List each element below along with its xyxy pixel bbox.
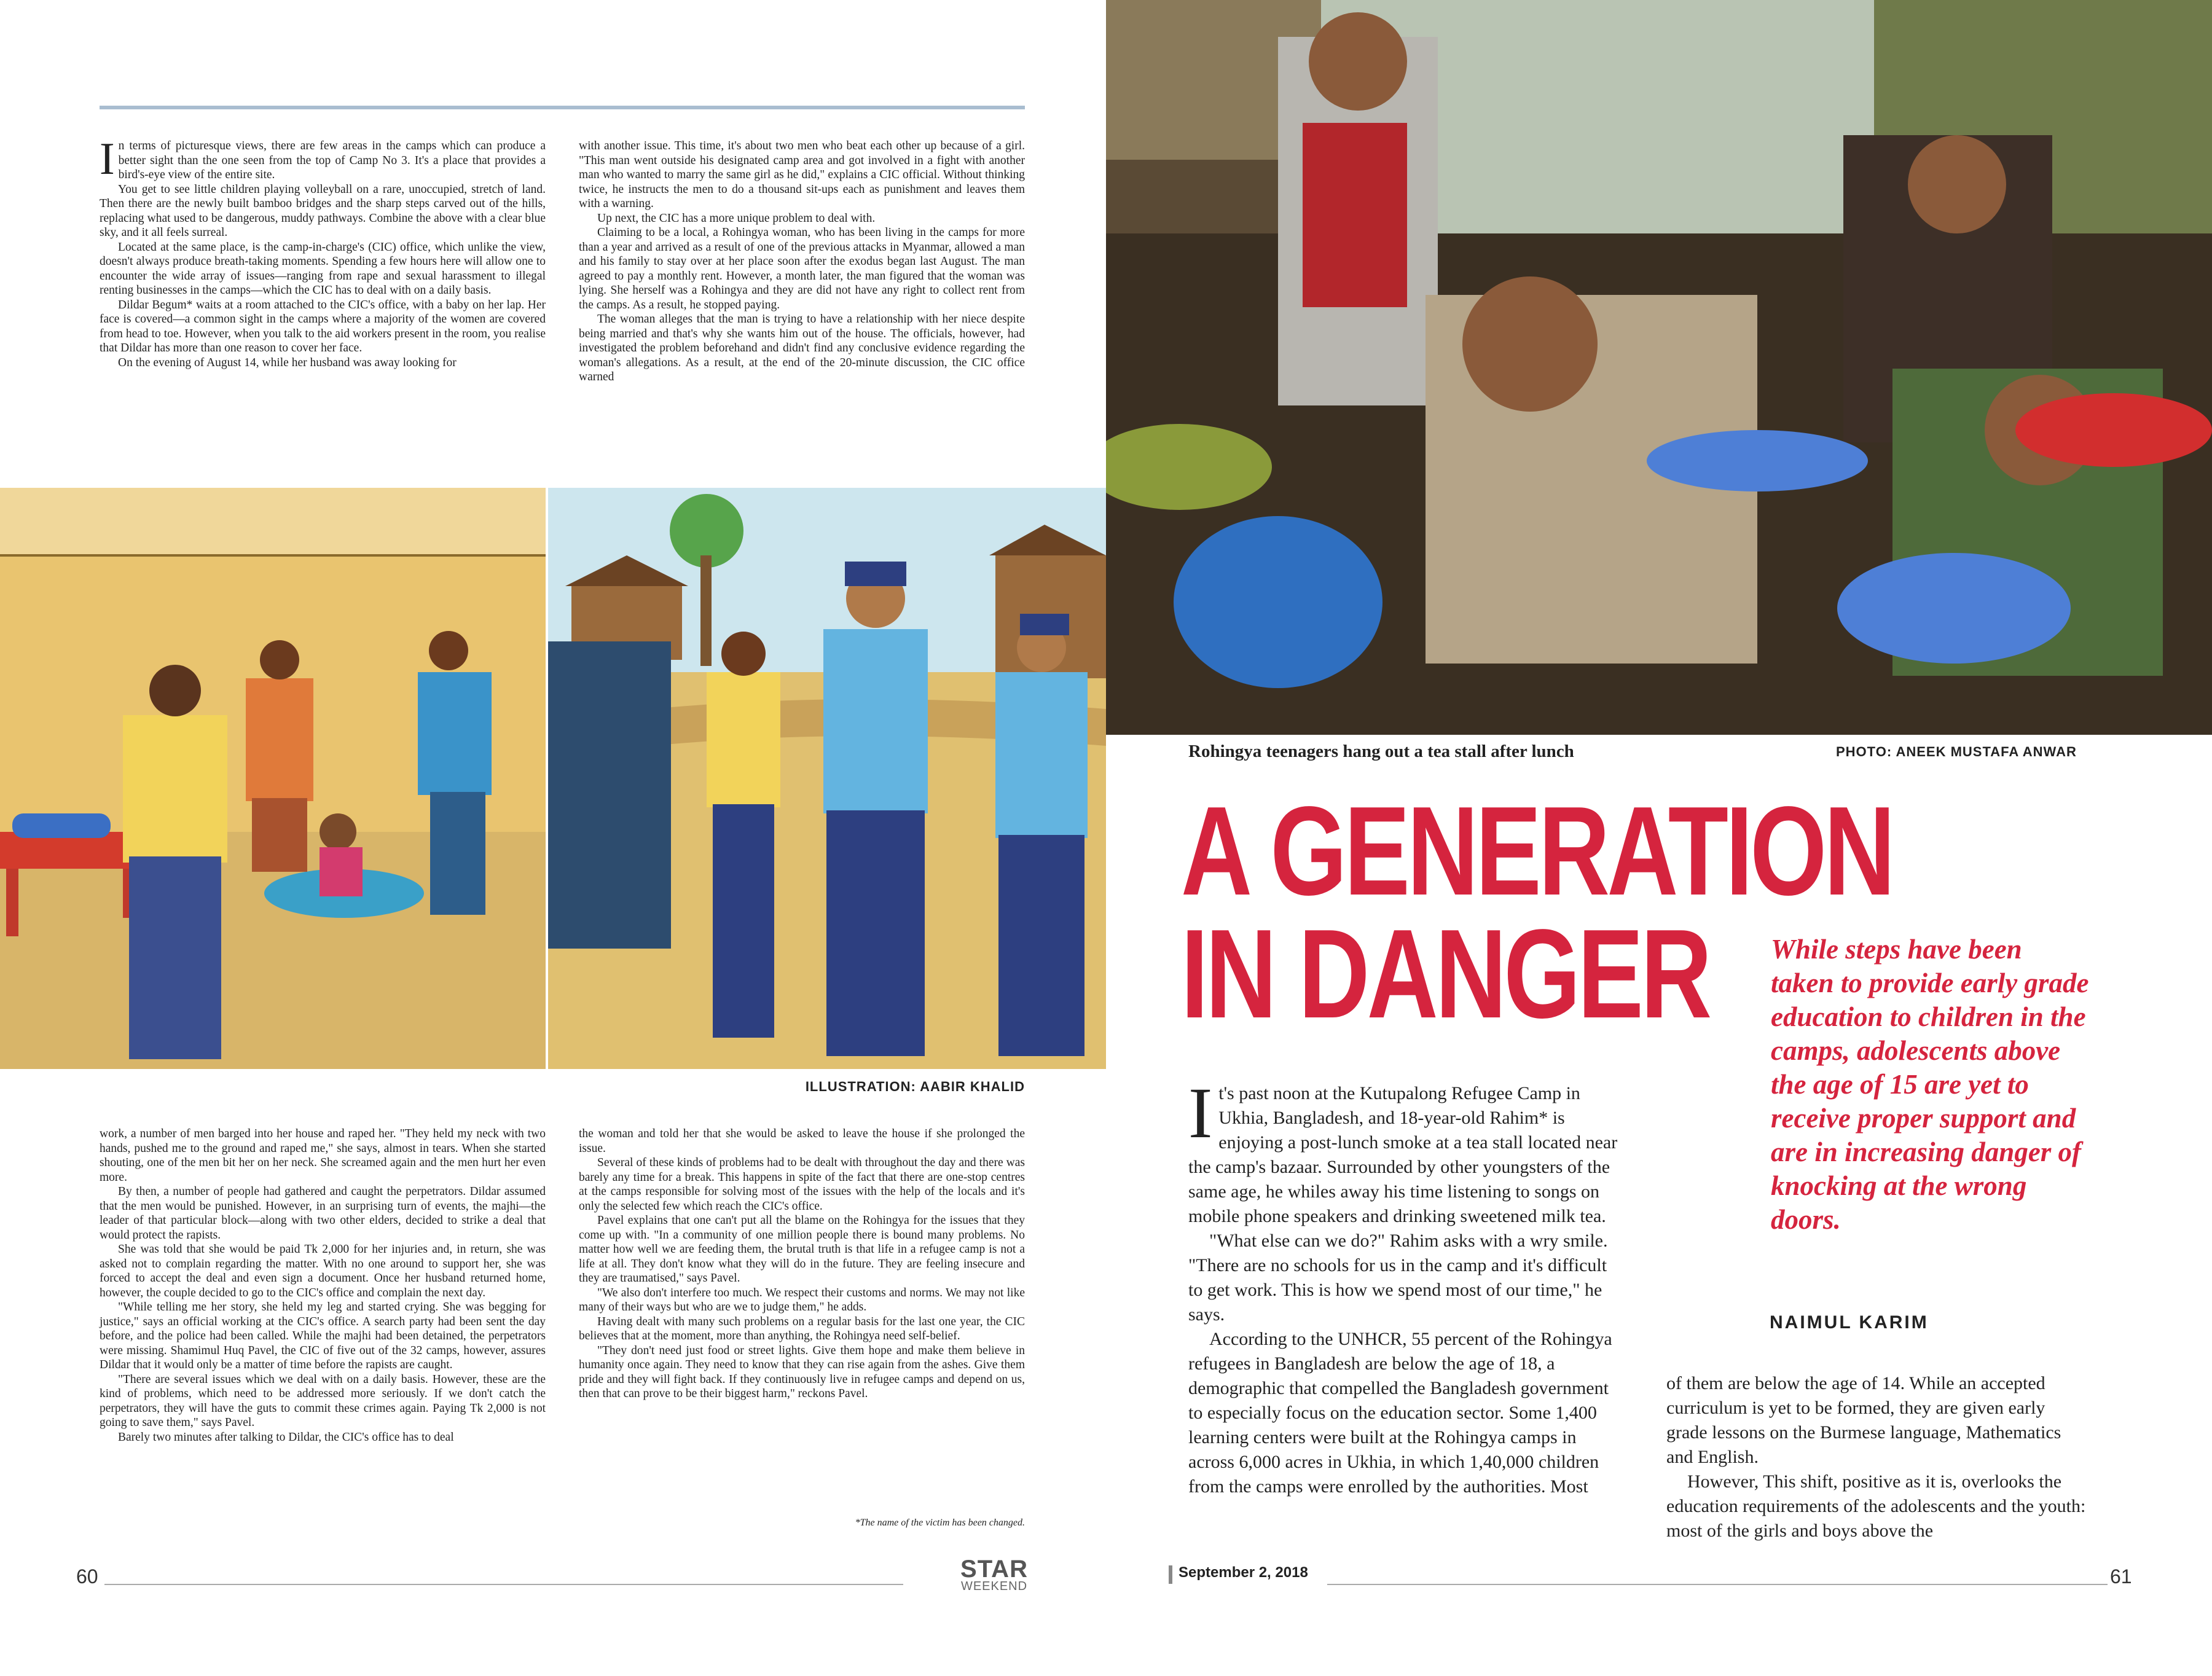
standfirst: While steps have been taken to provide early grade education to children in the camps, adolescents above the age of 15 are yet to receive proper support and are in increasing danger of knocking at the wrong doors.	[1771, 934, 2089, 1235]
right-body-column-2	[1666, 1371, 2090, 1543]
blue-bag	[1174, 516, 1382, 688]
paragraph: Dildar Begum* waits at a room attached to the CIC's office, with a baby on her lap. Her face is covered—a common sight in the camps where a majority of the women are covered from head to toe. However, when you talk to the aid workers present in the room, you realise that Dildar has more than one reason to cover her face.	[100, 298, 546, 354]
left-bottom-column-2	[579, 1127, 1025, 1401]
paragraph: You get to see little children playing volleyball on a rare, unoccupied, stretch of land. Then there are the newly built bamboo bridges and the sharp steps carved out of the hills, replacing what used to be dangerous, muddy pathways. Combine the above with a clear blue sky, and it all feels surreal.	[100, 182, 546, 239]
left-top-column-2	[579, 139, 1025, 385]
date-bar	[1169, 1565, 1172, 1584]
paragraph: The woman alleges that the man is trying to have a relationship with her niece despite being married and that's why she wants him out of the house. The officials, however, had investigated the problem beforehand and didn't find any conclusive evidence regarding the woman's allegations. As a result, at the end of the 20-minute discussion, the CIC office warned	[579, 313, 1025, 383]
man-orange	[246, 678, 313, 801]
paragraph: On the evening of August 14, while her husband was away looking for	[118, 356, 457, 369]
policeman	[995, 672, 1088, 838]
footer-rule-left	[104, 1584, 903, 1585]
headline-line-1: A GENERATION	[1181, 780, 1892, 922]
right-body-column-1	[1188, 1073, 1621, 1499]
paragraph: t's past noon at the Kutupalong Refugee Camp in Ukhia, Bangladesh, and 18-year-old Rahim* is enjoying a post-lunch smoke at a tea stall located near the camp's bazaar. Surrounded by other youngsters of the same age, he whiles away his time listening to songs on mobile phone speakers and drinking sweetened milk tea.	[1188, 1083, 1618, 1226]
page-number-left: 60	[76, 1565, 98, 1588]
photo-credit: PHOTO: ANEEK MUSTAFA ANWAR	[1836, 744, 2077, 759]
byline: NAIMUL KARIM	[1770, 1312, 1929, 1333]
headline-line-2: IN DANGER	[1181, 903, 1709, 1044]
paragraph: with another issue. This time, it's about two men who beat each other up because of a girl. "This man went outside his designated camp area and got involved in a fight with another man who wanted to marry the same girl as he did," explains a CIC official. Without thinking twice, he instructs the men to do a thousand sit-ups each as punishment and leaves them with a warning.	[579, 139, 1025, 210]
page-number-right: 61	[2110, 1565, 2132, 1588]
logo-star: STAR	[960, 1556, 1028, 1583]
policeman	[823, 629, 928, 813]
photo-caption: Rohingya teenagers hang out a tea stall after lunch	[1188, 742, 1574, 761]
man-yellow-arrested	[707, 672, 780, 807]
paragraph: "While telling me her story, she held my leg and started crying. She was begging for justice," says an official working at the CIC's office. A search party had been sent the day before, and the police had been called. While the majhi had been detained, the perpetrators were missing. Shamimul Huq Pavel, the CIC of five out of the 32 camps, however, assures Dildar that it would only be a matter of time before the rapists are caught.	[100, 1301, 546, 1371]
red-bowl	[2015, 393, 2212, 467]
paragraph: By then, a number of people had gathered and caught the perpetrators. Dildar assumed that the men would be punished. However, in an surprising turn of events, the majhi—the leader of that particular block—along with two other elders, decided to strike a deal that would protect the rapists.	[100, 1185, 546, 1242]
top-rule	[100, 106, 1025, 109]
paragraph: Several of these kinds of problems had to be dealt with throughout the day and there was barely any time for a break. This happens in spite of the fact that there are one-stop centres at the camps responsible for solving most of the issues with the help of the locals and it's only the selected few which reach the CIC's office.	[579, 1156, 1025, 1213]
paragraph: Having dealt with many such problems on a regular basis for the last one year, the CIC believes that at the moment, more than anything, the Rohingya need self-belief.	[579, 1315, 1025, 1342]
scale-pan	[1647, 430, 1868, 491]
footer-rule-right	[1327, 1584, 2108, 1585]
paragraph: According to the UNHCR, 55 percent of the Rohingya refugees in Bangladesh are below the age of 18, a demographic that compelled the Bangladesh government to especially focus on the education sector. Some 1,400 learning centers were built at the Rohingya camps in across 6,000 acres in Ukhia, in which 1,40,000 children from the camps were enrolled by the authorities. Most	[1188, 1329, 1612, 1497]
paragraph: "What else can we do?" Rahim asks with a wry smile. "There are no schools for us in the camp and it's difficult to get work. This is how we spend most of our time," he says.	[1188, 1231, 1608, 1325]
illustration	[0, 488, 1106, 1069]
tarp	[548, 641, 671, 949]
illustration-credit: ILLUSTRATION: AABIR KHALID	[805, 1079, 1025, 1094]
drop-cap: I	[100, 134, 115, 184]
star-weekend-logo	[957, 1558, 1031, 1592]
paragraph: of them are below the age of 14. While an accepted curriculum is yet to be formed, they are given early grade lessons on the Burmese language, Mathematics and English.	[1666, 1373, 2061, 1467]
paragraph: n terms of picturesque views, there are few areas in the camps which can produce a better sight than the one seen from the top of Camp No 3. It's a place that provides a bird's-eye view of the entire site.	[118, 139, 546, 181]
paragraph: Pavel explains that one can't put all the blame on the Rohingya for the issues that they come up with. "In a community of one million people there is bound many problems. No matter how well we are feeding them, the brutal truth is that life in a refugee camp is not a life at all. They don't know what they will do in the future. They are feeling insecure and they are traumatised," says Pavel.	[579, 1214, 1025, 1285]
paragraph: the woman and told her that she would be asked to leave the house if she prolonged the issue.	[579, 1127, 1025, 1155]
paragraph: "There are several issues which we deal with on a daily basis. However, these are the kind of problems, which need to be addressed more seriously. If we don't catch the perpetrators, they will have the guts to commit these crimes again. Paying Tk 2,000 is not going to save them," says Pavel.	[100, 1373, 546, 1429]
left-bottom-column-1	[100, 1127, 546, 1444]
paragraph: Claiming to be a local, a Rohingya woman, who has been living in the camps for more than a year and arrived as a result of one of the previous attacks in Myanmar, allowed a man and his family to stay over at her place soon after the exodus began last August. The man agreed to pay a monthly rent. However, a month later, the man figured that the woman was lying. She herself was a Rohingya and they are did not have any right to collect rent from the camps. As a result, he stopped paying.	[579, 226, 1025, 311]
man-blue	[418, 672, 492, 795]
paragraph: "We also don't interfere too much. We respect their customs and norms. We may not like many of their ways but who are we to judge them," he adds.	[579, 1286, 1025, 1314]
paragraph: Up next, the CIC has a more unique problem to deal with.	[597, 211, 876, 225]
scale-pan	[1837, 553, 2071, 664]
footnote: *The name of the victim has been changed.	[855, 1517, 1025, 1528]
paragraph: "They don't need just food or street lights. Give them hope and make them believe in humanity once again. They need to know that they can rise again from the ashes. Give them pride and they will fight back. If they continuously live in refugee camps and depend on us, then that can prove to be their biggest harm," reckons Pavel.	[579, 1344, 1025, 1400]
paragraph: Barely two minutes after talking to Dildar, the CIC's office has to deal	[118, 1430, 454, 1444]
paragraph: work, a number of men barged into her house and raped her. "They held my neck with two hands, pushed me to the ground and raped me," she says, almost in tears. When she started shouting, one of the men bit her on her neck. She screamed again and the men hurt her even more.	[100, 1127, 546, 1184]
drop-cap: I	[1188, 1073, 1213, 1153]
man-yellow	[123, 715, 227, 863]
paragraph: However, This shift, positive as it is, overlooks the education requirements of the adolescents and the youth: most of the girls and boys above the	[1666, 1471, 2086, 1541]
photo	[1106, 0, 2212, 735]
issue-date: September 2, 2018	[1179, 1564, 1308, 1581]
paragraph: She was told that she would be paid Tk 2,000 for her injuries and, in return, she was asked not to complain regarding the matter. With no one around to support her, she was forced to accept the deal and even sign a document. Once her husband returned home, however, the couple decided to go to the CIC's office and complain the next day.	[100, 1243, 546, 1299]
left-top-column-1	[100, 134, 546, 370]
logo-weekend: WEEKEND	[960, 1580, 1028, 1593]
paragraph: Located at the same place, is the camp-in-charge's (CIC) office, which unlike the view, doesn't always produce breath-taking moments. Spending a few hours here will allow one to encounter the wide array of issues—ranging from rape and sexual harassment to illegal renting businesses in the camps—which the CIC has to deal with on a daily basis.	[100, 240, 546, 297]
